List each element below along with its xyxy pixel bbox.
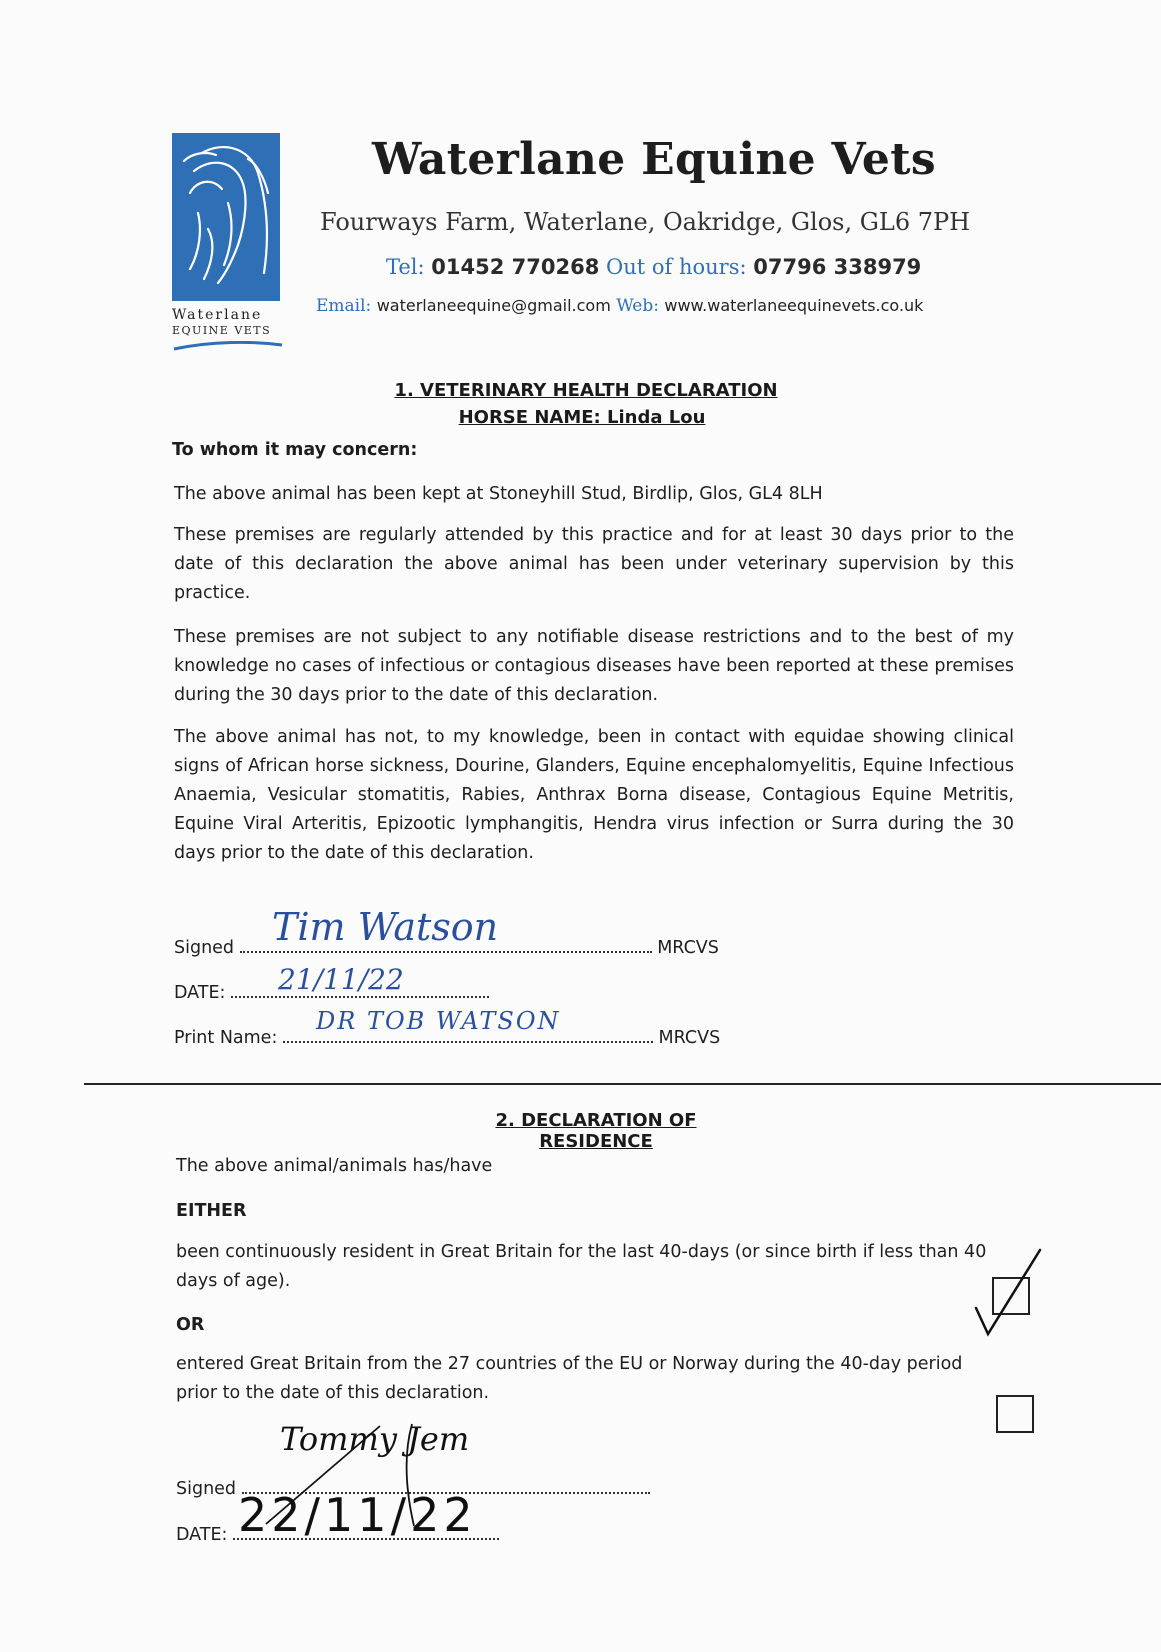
section2-intro: The above animal/animals has/have	[176, 1156, 493, 1176]
paragraph-no-restrictions: These premises are not subject to any notifiable disease restrictions and to the best of my knowledge no cases of infectious or contagious diseases have been reported at these premises during the 30 days prior to the date of this declaration.	[174, 627, 1014, 705]
signed-suffix: MRCVS	[657, 938, 719, 958]
practice-logo	[172, 133, 284, 351]
email-label: Email:	[316, 296, 372, 316]
section1-print-name-value: DR TOB WATSON	[316, 1007, 561, 1035]
horse-name-line: HORSE NAME: Linda Lou	[458, 407, 706, 428]
out-of-hours-label: Out of hours:	[606, 255, 747, 279]
phone-line	[386, 255, 921, 279]
web-label: Web:	[616, 296, 659, 316]
paragraph-no-contact: The above animal has not, to my knowledge, been in contact with equidae showing clinical signs of African horse sickness, Dourine, Glanders, Equine encephalomyelitis, Equine Infectious Anaemia, Vesicular stomatitis, Rabies, Anthrax Borna disease, Contagious Equine Metritis, Equine Viral Arteritis, Epizootic lymphangitis, Hendra virus infection or Surra during the 30 days prior to the date of this declaration.	[174, 727, 1014, 863]
section1-signature: Tim Watson	[272, 905, 499, 949]
section2-signature: Tommy Jem	[280, 1420, 470, 1458]
section-divider	[84, 1083, 1161, 1085]
print-name-label: Print Name:	[174, 1028, 278, 1048]
section1-date-value: 21/11/22	[278, 963, 404, 996]
option2-text: entered Great Britain from the 27 countries of the EU or Norway during the 40-day period prior to the date of this declaration.	[176, 1354, 963, 1403]
email-web-line	[316, 296, 923, 316]
checkmark-icon	[972, 1248, 1044, 1338]
section2-title: 2. DECLARATION OF RESIDENCE	[495, 1110, 697, 1152]
email-value: waterlaneequine@gmail.com	[376, 296, 611, 315]
paragraph-supervision: These premises are regularly attended by this practice and for at least 30 days prior to the date of this declaration the above animal has been under veterinary supervision by this practice.	[174, 525, 1014, 603]
tel-value: 01452 770268	[431, 255, 600, 279]
logo-subtitle: EQUINE VETS	[172, 324, 272, 337]
web-value: www.waterlaneequinevets.co.uk	[664, 296, 924, 315]
section2-date-value: 22/11/22	[238, 1488, 477, 1542]
date-label: DATE:	[174, 983, 226, 1003]
or-label: OR	[176, 1315, 205, 1335]
either-label: EITHER	[176, 1201, 247, 1221]
salutation: To whom it may concern:	[172, 440, 418, 460]
option1-text: been continuously resident in Great Britain for the last 40-days (or since birth if less than 40 days of age).	[176, 1242, 987, 1291]
section2-date-label: DATE:	[176, 1525, 228, 1545]
signed-label: Signed	[174, 938, 235, 958]
section1-title: 1. VETERINARY HEALTH DECLARATION	[394, 380, 778, 401]
section2-signed-label: Signed	[176, 1479, 237, 1499]
org-address: Fourways Farm, Waterlane, Oakridge, Glos, GL6 7PH	[320, 208, 971, 236]
horse-head-logo-icon	[172, 133, 280, 301]
print-name-suffix: MRCVS	[658, 1028, 721, 1048]
option2-checkbox[interactable]	[996, 1395, 1034, 1433]
org-name: Waterlane Equine Vets	[372, 134, 936, 185]
logo-wordmark: Waterlane	[172, 307, 263, 323]
paragraph-kept-at: The above animal has been kept at Stoneyhill Stud, Birdlip, Glos, GL4 8LH	[174, 484, 823, 504]
out-of-hours-value: 07796 338979	[753, 255, 922, 279]
logo-swoosh-icon	[172, 341, 284, 351]
tel-label: Tel:	[386, 255, 425, 279]
